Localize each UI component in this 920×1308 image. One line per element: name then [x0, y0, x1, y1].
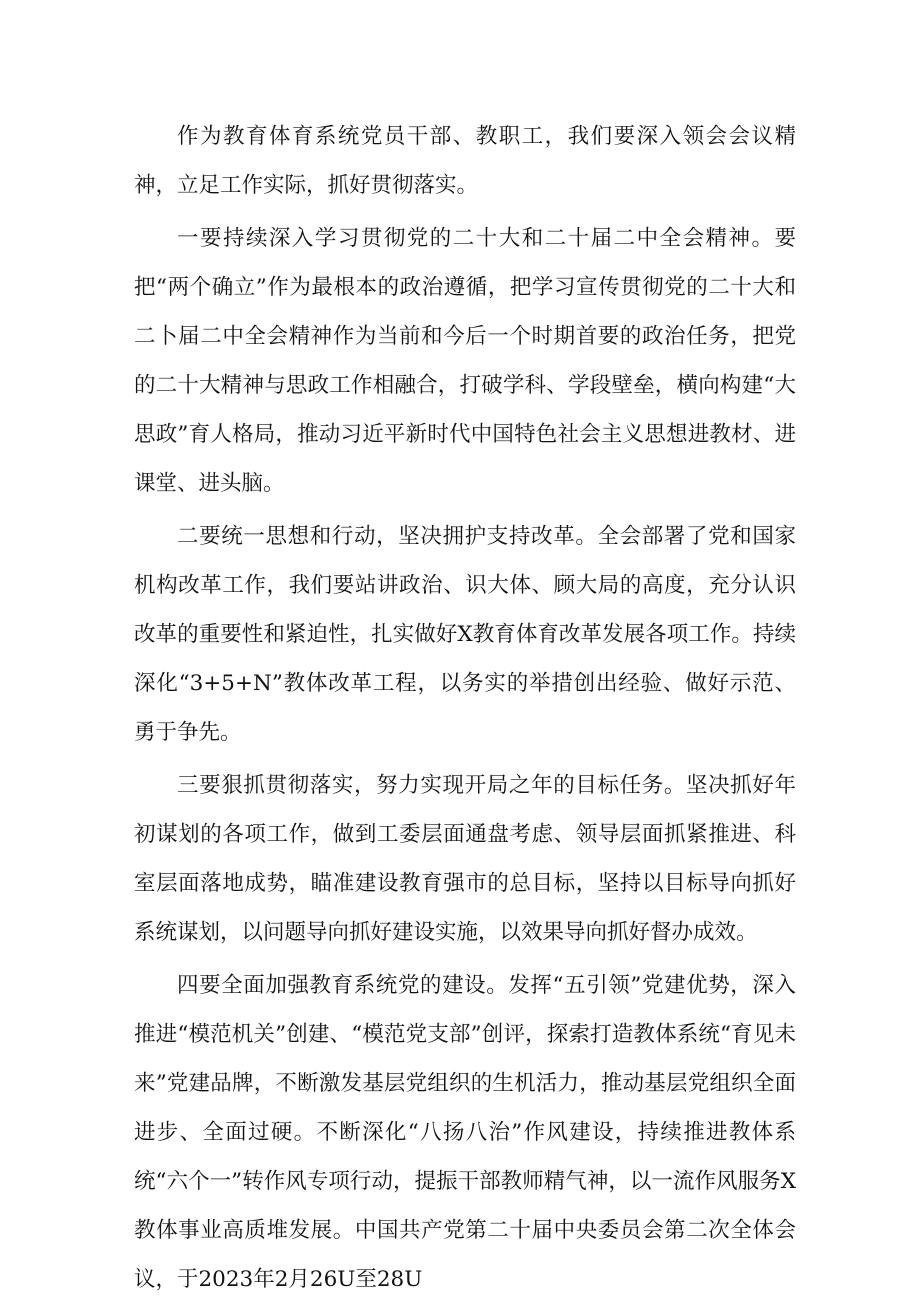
document-body [134, 112, 796, 1308]
paragraph-point-one: 一要持续深入学习贯彻党的二十大和二十届二中全会精神。要把“两个确立”作为最根本的政治遵循，把学习宣传贯彻党的二十大和二卜届二中全会精神作为当前和今后一个时期首要的政治任务，把党的二十大精神与思政工作相融合，打破学科、学段壁垒，横向构建“大思政”育人格局，推动习近平新时代中国特色社会主义思想进教材、进课堂、进头脑。 [134, 226, 796, 496]
paragraph-point-three: 三要狠抓贯彻落实，努力实现开局之年的目标任务。坚决抓好年初谋划的各项工作，做到工委层面通盘考虑、领导层面抓紧推进、科室层面落地成势，瞄准建设教育强市的总目标，坚持以目标导向抓好系统谋划，以问题导向抓好建设实施，以效果导向抓好督办成效。 [134, 773, 796, 945]
paragraph-point-four: 四要全面加强教育系统党的建设。发挥“五引领”党建优势，深入推进“模范机关”创建、“模范党支部”创评，探索打造教体系统“育见未来”党建品牌，不断激发基层党组织的生机活力，推动基层党组织全面进步、全面过硬。不断深化“八扬八治”作风建设，持续推进教体系统“六个一”转作风专项行动，提振干部教师精气神，以一流作风服务X教体事业高质堆发展。中国共产党第二十届中央委员会第二次全体会议，于2023年2月26U至28U [134, 973, 796, 1292]
paragraph-intro: 作为教育体育系统党员干部、教职工，我们要深入领会会议精神，立足工作实际，抓好贯彻落实。 [134, 124, 796, 198]
paragraph-point-two: 二要统一思想和行动，坚决拥护支持改革。全会部署了党和国家机构改革工作，我们要站讲政治、识大体、顾大局的高度，充分认识改革的重要性和紧迫性，扎实做好X教育体育改革发展各项工作。持续深化“3+5+N”教体改革工程，以务实的举措创出经验、做好示范、勇于争先。 [134, 524, 796, 745]
